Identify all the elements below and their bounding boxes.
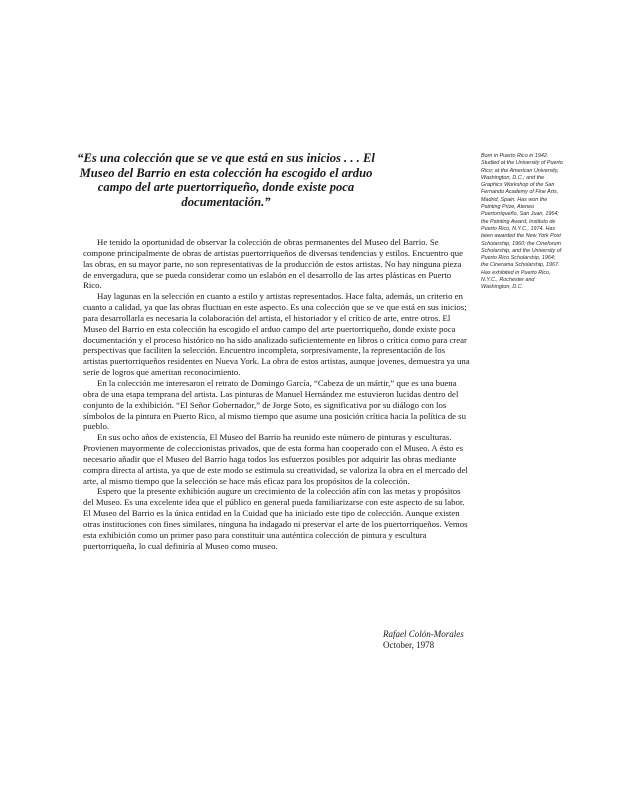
signature-date: October, 1978 — [383, 640, 435, 650]
paragraph: He tenido la oportunidad de observar la colección de obras permanentes del Museo del Barrio. Se compone principalmente de obras de artistas puertorriqueños de diversas tendencias y estilos. Encuentro que las obras, en su mayor parte, no son representativas de la producción de estos artistas. No hay ninguna pieza de envergadura, que se pueda considerar como un eslabón en el desarrollo de las artes plásticas en Puerto Rico. — [83, 237, 464, 291]
author-name: Rafael Colón-Morales — [383, 629, 464, 639]
pull-quote: “Es una colección que se ve que está en sus inicios . . . El Museo del Barrio en esta colección ha escogido el arduo campo del arte puertorriqueño, donde existe poca documentación.” — [77, 151, 375, 209]
essay-body — [83, 237, 471, 551]
paragraph: En la colección me interesaron el retrato de Domingo García, “Cabeza de un mártir,” que es una buena obra de una etapa temprana del artista. Las pinturas de Manuel Hernández me estuvieron lucidas dentro del conjunto de la exhibición. “El Señor Gobernador,” de Jorge Soto, es significativa por su diálogo con los símbolos de la pintura en Puerto Rico, al mismo tiempo que asume una posición crítica hacia la política de su pueblo. — [83, 377, 466, 432]
paragraph: En sus ocho años de existencia, El Museo del Barrio ha reunido este número de pinturas y esculturas. Provienen mayormente de coleccionistas privados, que de esta forma han cooperado con el Museo. A ésto es necesario añadir que el Museo del Barrio haga todos los esfuerzos posibles por adquirir las obras mediante compra directa al artista, ya que de este modo se estimula su creatividad, se valoriza la obra en el mercado del arte, al mismo tiempo que la selección se hace más eficaz para los propósitos de la colección. — [83, 432, 468, 486]
paragraph: Hay lagunas en la selección en cuanto a estilo y artistas representados. Hace falta, además, un criterio en cuanto a calidad, ya que las obras fluctuan en este aspecto. Es una colección que se ve que está en sus inicios; para desarrollarla es necesaria la colaboración del artista, el historiador y el crítico de arte, entre otros. El Museo del Barrio en esta colección ha escogido el arduo campo del arte puertorriqueño, donde existe poca documentación y el proceso histórico no ha sido analizado suficientemente en libros o crítica como para crear perspectivas que faciliten la selección. Encuentro incompleta, sorpresivamente, la representación de los artistas puertorriqueños residentes en Nueva York. La obra de estos artistas, aunque jovenes, demuestra ya una serie de logros que ameritan reconocimiento. — [83, 291, 470, 378]
paragraph: Espero que la presente exhibición augure un crecimiento de la colección afín con las metas y propósitos del Museo. Es una excelente idea que el público en general pueda familiarizarse con este aspecto de su labor. El Museo del Barrio es la única entidad en la Cuidad que ha iniciado este tipo de colección. Aunque existen otras instituciones con fines similares, ninguna ha indagado ni preservar el arte de los puertorriqueños. Vemos esta exhibición como un primer paso para constituir una auténtica colección de pintura y escultura puertorriqueña, lo cual definiría al Museo como museo. — [83, 486, 468, 551]
signature-block — [383, 629, 523, 651]
artist-biography-sidebar: Born in Puerto Rico in 1942. Studied at the University of Puerto Rico; at the American University, Washington, D.C.; and the Graphics Workshop of the San Fernando Academy of Fine Arts, Madrid, Spain. Has won the Painting Prize, Ateneo Puertorriqueño, San Juan, 1964; the Painting Award, Instituto de Puerto Rico, N.Y.C., 1974. Has been awarded the New York Post Scholarship, 1960; the Cineforum Scholarship, and the University of Puerto Rico Scholarship, 1964; the Cinerama Scholarship, 1967. Has exhibited in Puerto Rico, N.Y.C., Rochester and Washington, D.C. — [481, 153, 563, 291]
